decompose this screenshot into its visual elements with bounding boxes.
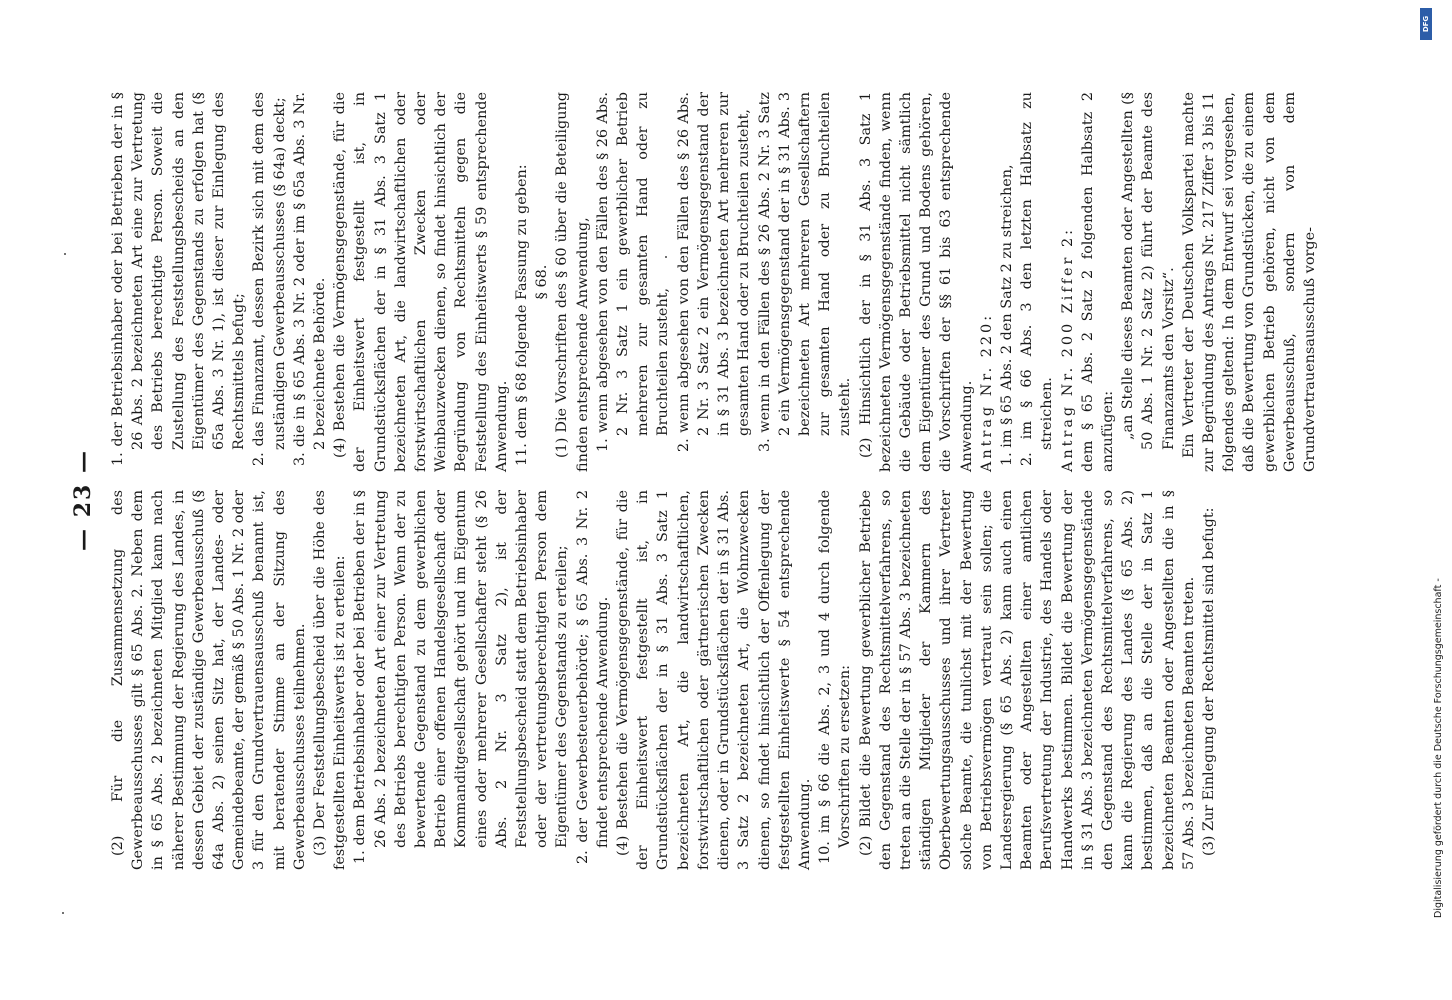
page-number-header: — 23 —	[70, 449, 96, 551]
paragraph: (1) Die Vorschriften des § 60 über die Beteiligung finden entsprechende Anwendung,	[554, 92, 591, 472]
scan-speck	[64, 253, 66, 255]
paragraph: 2. im § 66 Abs. 3 den letzten Halbsatz zu streichen.	[1019, 92, 1056, 466]
motion-heading: Antrag Nr. 220:	[978, 312, 995, 472]
left-text-column	[108, 490, 1219, 870]
paragraph: dem § 65 Abs. 2 Satz 2 folgenden Halbsatz 2 anzufügen:	[1079, 92, 1116, 472]
paragraph: 11. dem § 68 folgende Fassung zu geben:	[514, 164, 531, 466]
paragraph: (2) Bildet die Bewertung gewerblicher Betriebe den Gegenstand des Rechtsmittelverfahrens, so treten an die Stelle der in § 57 Abs. 3 bezeichneten ständigen Mitglieder der Kammern des Oberbewertungsausschusses und ihrer Vertreter solche Beamte, die tunlichst mit der Bewertung von Betriebsvermögen vertraut sein sollen; die Landesregierung (§ 65 Abs. 2) kann auch einen Beamten oder Angestellten einer amtlichen Berufsvertretung der Industrie, des Handels oder Handwerks bestimmen. Bildet die Bewertung der in § 31 Abs. 3 bezeichneten Vermögensgegenstände den Gegenstand des Rechtsmittelverfahrens, so kann die Regierung des Landes (§ 65 Abs. 2) bestimmen, daß an die Stelle der in Satz 1 bezeichneten Beamten oder Angestellten die in § 57 Abs. 3 bezeichneten Beamten treten.	[857, 490, 1197, 870]
paragraph: Ein Vertreter der Deutschen Volkspartei machte zur Begründung des Antrags Nr. 217 Ziffer 3 bis 11 folgendes geltend: In dem Entwurf sei vorgesehen, daß die Bewertung von Grundstücken, die zu einem gewerblichen Betrieb gehören, nicht von dem Gewerbeausschuß, sondern von dem Grundvertrauensausschuß vorge-	[1180, 92, 1318, 472]
paragraph: (4) Bestehen die Vermögensgegenstände, für die der Einheitswert festgestellt ist, in Grundstücksflächen der in § 31 Abs. 3 Satz 1 bezeichneten Art, die landwirtschaftlichen oder forstwirtschaftlichen Zwecken oder Weinbauzwecken dienen, so findet hinsichtlich der Begründung von Rechtsmitteln gegen die Feststellung des Einheitswerts § 59 entsprechende Anwendung.	[332, 92, 510, 472]
paragraph: „an Stelle dieses Beamten oder Angestellten (§ 50 Abs. 1 Nr. 2 Satz 2) führt der Beamte des Finanzamts den Vorsitz“.	[1120, 92, 1177, 450]
motion-heading: Antrag Nr. 200 Ziffer 2:	[1059, 227, 1076, 472]
paragraph: 1. im § 65 Abs. 2 den Satz 2 zu streichen,	[998, 164, 1015, 466]
paragraph: § 68.	[534, 264, 551, 300]
paragraph: 1. der Betriebsinhaber oder bei Betrieben der in § 26 Abs. 2 bezeichneten Art eine zur Vertretung des Betriebs berechtigte Person. Soweit die Zustellung des Feststellungsbescheids an den Eigentümer des Gegenstands zu erfolgen hat (§ 65a Abs. 3 Nr. 1), ist dieser zur Einlegung des Rechtsmittels befugt;	[110, 92, 248, 466]
paragraph: (2) Hinsichtlich der in § 31 Abs. 3 Satz 1 bezeichneten Vermögensgegenstände finden, wenn die Gebäude oder Betriebsmittel nicht sämtlich dem Eigentümer des Grund und Bodens gehören, die Vorschriften der §§ 61 bis 63 entsprechende Anwendung.	[857, 92, 975, 472]
paragraph: 1. wenn abgesehen von den Fällen des § 26 Abs. 2 Nr. 3 Satz 1 ein gewerblicher Betrieb mehreren zur gesamten Hand oder zu Bruchteilen zusteht,	[594, 92, 672, 452]
paragraph: 3. wenn in den Fällen des § 26 Abs. 2 Nr. 3 Satz 2 ein Vermögensgegenstand der in § 31 Abs. 3 bezeichneten Art mehreren Gesellschaftern zur gesamten Hand oder zu Bruchteilen zusteht.	[756, 92, 854, 452]
paragraph: 10. im § 66 die Abs. 2, 3 und 4 durch folgende Vorschriften zu ersetzen:	[817, 490, 854, 864]
paragraph: (2) Für die Zusammensetzung des Gewerbeausschusses gilt § 65 Abs. 2. Neben dem in § 65 Abs. 2 bezeichneten Mitglied kann nach näherer Bestimmung der Regierung des Landes, in dessen Gebiet der zuständige Gewerbeausschuß (§ 64a Abs. 2) seinen Sitz hat, der Landes- oder Gemeindebeamte, der gemäß § 50 Abs. 1 Nr. 2 oder 3 für den Grundvertrauensausschuß benannt ist, mit beratender Stimme an der Sitzung des Gewerbeausschusses teilnehmen.	[110, 490, 308, 870]
scan-speck	[665, 256, 667, 258]
dfg-logo	[1420, 8, 1432, 40]
digitization-credit-text: Digitalisierung gefördert durch die Deutsche Forschungsgemeinschaft -	[1433, 578, 1444, 918]
dfg-logo-text: DFG	[1422, 15, 1430, 33]
paragraph: (3) Der Feststellungsbescheid über die Höhe des festgestellten Einheitswerts ist zu erteilen:	[312, 490, 349, 870]
paragraph: 1. dem Betriebsinhaber oder bei Betrieben der in § 26 Abs. 2 bezeichneten Art einer zur Vertretung des Betriebs berechtigten Person. Wenn der zu bewertende Gegenstand zu dem gewerblichen Betrieb einer offenen Handelsgesellschaft oder Kommanditgesellschaft gehört und im Eigentum eines oder mehrerer Gesellschafter steht (§ 26 Abs. 2 Nr. 3 Satz 2), ist der Feststellungsbescheid statt dem Betriebsinhaber oder der vertretungsberechtigten Person dem Eigentümer des Gegenstands zu erteilen;	[352, 490, 571, 864]
paragraph: 2. der Gewerbesteuerbehörde; § 65 Abs. 3 Nr. 2 findet entsprechende Anwendung.	[574, 490, 611, 864]
scan-speck	[62, 912, 64, 914]
digitization-credit	[1404, 0, 1444, 1000]
right-text-column	[108, 92, 1320, 472]
paragraph: (3) Zur Einlegung der Rechtsmittel sind befugt:	[1200, 507, 1217, 856]
paragraph: 3. die in § 65 Abs. 3 Nr. 2 oder im § 65a Abs. 3 Nr. 2 bezeichnete Behörde.	[291, 92, 329, 466]
paragraph: (4) Bestehen die Vermögensgegenstände, für die der Einheitswert festgestellt ist, in Grundstücksflächen der in § 31 Abs. 3 Satz 1 bezeichneten Art, die landwirtschaftlichen, forstwirtschaftlichen oder gärtnerischen Zwecken dienen, oder in Grundstücksflächen der in § 31 Abs. 3 Satz 2 bezeichneten Art, die Wohnzwecken dienen, so findet hinsichtlich der Offenlegung der festgestellten Einheitswerte § 54 entsprechende Anwendung.	[615, 490, 813, 870]
paragraph: 2. das Finanzamt, dessen Bezirk sich mit dem des zuständigen Gewerbeausschusses (§ 64a) deckt;	[251, 92, 288, 466]
paragraph: 2. wenn abgesehen von den Fällen des § 26 Abs. 2 Nr. 3 Satz 2 ein Vermögensgegenstand der in § 31 Abs. 3 bezeichneten Art mehreren zur gesamten Hand oder zu Bruchteilen zusteht,	[675, 92, 753, 452]
